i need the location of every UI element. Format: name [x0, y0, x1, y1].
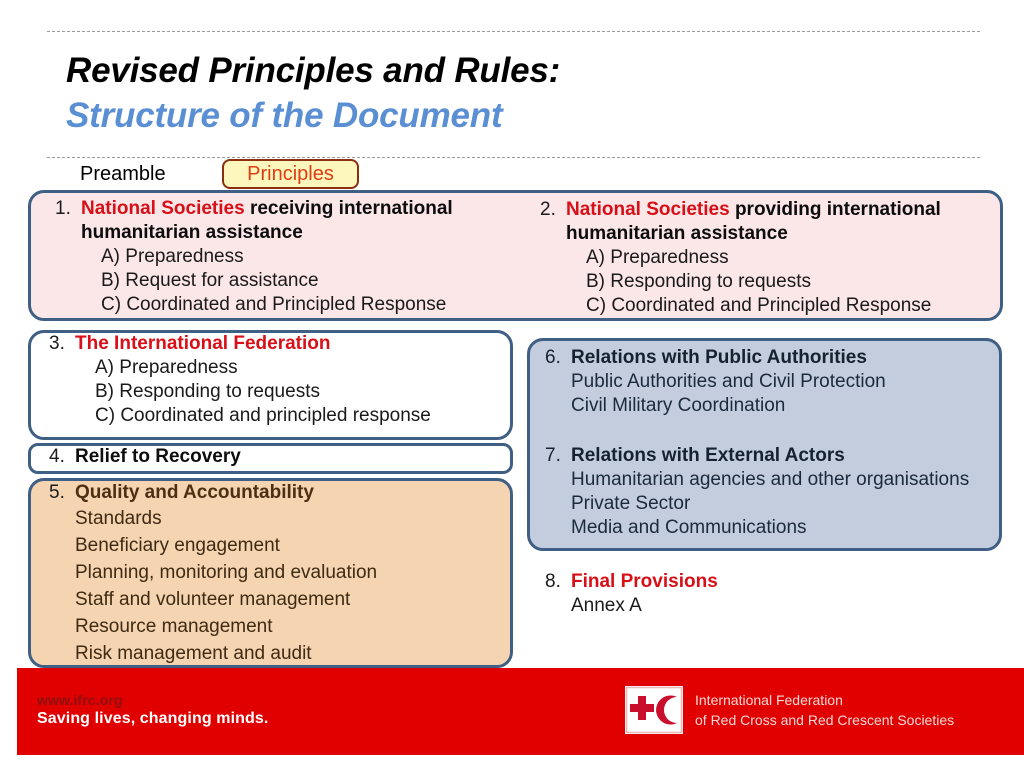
section-6 [545, 346, 995, 418]
section-5-sub-5: Resource management [75, 616, 273, 637]
page-title [66, 49, 966, 139]
tab-preamble[interactable]: Preamble [80, 163, 166, 185]
section-2-sub-b: B) Responding to requests [586, 271, 811, 292]
section-1-number: 1. [55, 198, 71, 219]
section-2-title-rest: providing international [729, 199, 941, 220]
section-5-sub-4: Staff and volunteer management [75, 589, 351, 610]
section-1-sub-b: B) Request for assistance [101, 270, 319, 291]
section-5 [49, 481, 499, 667]
section-8-title: Final Provisions [571, 571, 718, 592]
section-7-number: 7. [545, 445, 561, 466]
section-6-sub-1: Public Authorities and Civil Protection [571, 371, 886, 392]
top-divider-dashed [47, 31, 980, 32]
section-6-title: Relations with Public Authorities [571, 347, 867, 368]
section-3-sub-b: B) Responding to requests [95, 381, 320, 402]
section-7-sub-1: Humanitarian agencies and other organisations [571, 469, 970, 490]
section-5-sub-3: Planning, monitoring and evaluation [75, 562, 378, 583]
section-6-number: 6. [545, 347, 561, 368]
section-8-sub-1: Annex A [571, 595, 642, 616]
section-2-title-line2: humanitarian assistance [566, 223, 788, 244]
section-5-title: Quality and Accountability [75, 482, 314, 503]
section-1-title-highlight: National Societies [81, 198, 245, 219]
ifrc-logo-text [695, 690, 954, 730]
section-2-sub-c: C) Coordinated and Principled Response [586, 295, 932, 316]
section-1-title-rest: receiving international [244, 198, 453, 219]
section-8 [545, 570, 945, 618]
section-5-number: 5. [49, 482, 65, 503]
section-3-sub-c: C) Coordinated and principled response [95, 405, 431, 426]
tabs-divider-dashed [47, 157, 980, 158]
section-7-title: Relations with External Actors [571, 445, 845, 466]
footer-tagline: Saving lives, changing minds. [37, 710, 269, 727]
section-4-title: Relief to Recovery [75, 446, 241, 467]
section-5-sub-1: Standards [75, 508, 162, 529]
section-5-sub-6: Risk management and audit [75, 643, 312, 664]
section-1-sub-a: A) Preparedness [101, 246, 244, 267]
section-6-sub-2: Civil Military Coordination [571, 395, 786, 416]
section-4-number: 4. [49, 446, 65, 467]
title-line-primary: Revised Principles and Rules: [66, 51, 561, 90]
section-2-number: 2. [540, 199, 556, 220]
section-8-number: 8. [545, 571, 561, 592]
section-5-sub-2: Beneficiary engagement [75, 535, 280, 556]
section-1 [55, 197, 515, 317]
red-cross-red-crescent-icon [625, 686, 683, 734]
section-4 [49, 445, 499, 469]
ifrc-logo [625, 686, 954, 734]
section-3-number: 3. [49, 333, 65, 354]
section-1-sub-c: C) Coordinated and Principled Response [101, 294, 447, 315]
section-1-title-line2: humanitarian assistance [81, 222, 303, 243]
section-2-sub-a: A) Preparedness [586, 247, 729, 268]
footer-url[interactable]: www.ifrc.org [37, 692, 123, 708]
section-2 [540, 198, 1010, 318]
tab-principles[interactable]: Principles [222, 159, 359, 189]
section-7-sub-2: Private Sector [571, 493, 691, 514]
section-2-title-highlight: National Societies [566, 199, 730, 220]
footer-bar [17, 668, 1024, 755]
section-7-sub-3: Media and Communications [571, 517, 807, 538]
ifrc-logo-line1: International Federation [695, 692, 843, 708]
title-line-secondary: Structure of the Document [66, 96, 503, 135]
section-3-sub-a: A) Preparedness [95, 357, 238, 378]
ifrc-logo-line2: of Red Cross and Red Crescent Societies [695, 712, 955, 728]
section-3-title: The International Federation [75, 333, 331, 354]
section-3 [49, 332, 499, 428]
section-7 [545, 444, 1005, 540]
